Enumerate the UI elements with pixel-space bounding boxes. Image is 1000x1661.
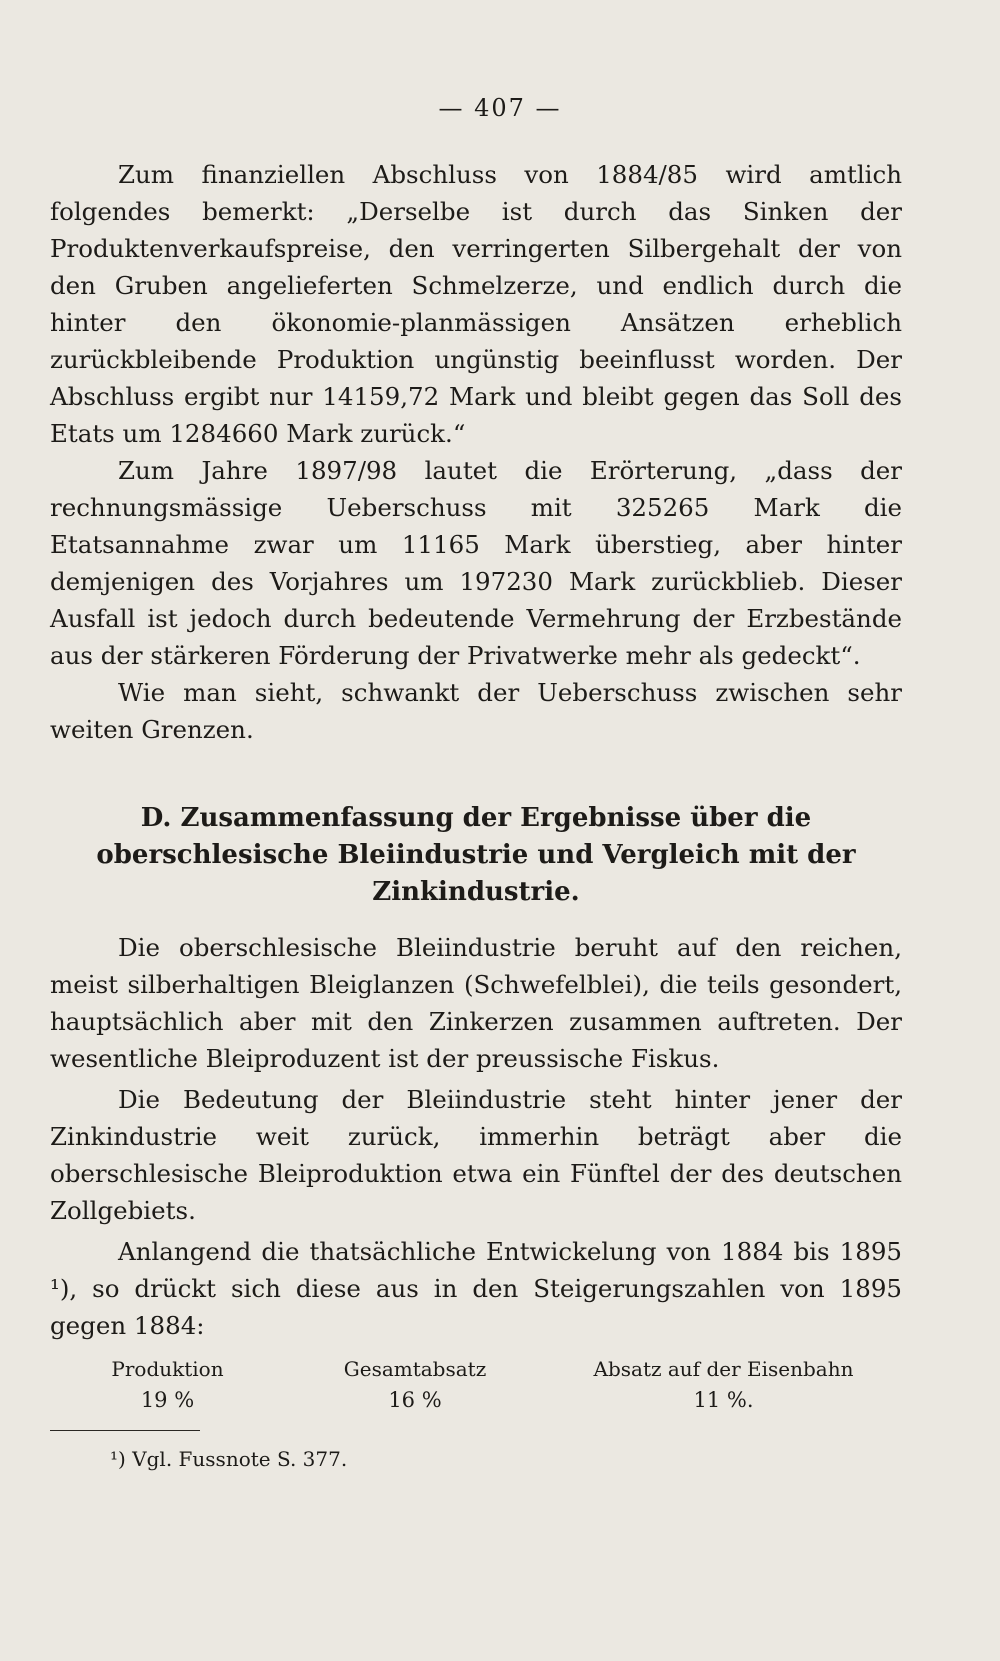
footnote: ¹) Vgl. Fussnote S. 377. <box>110 1447 348 1471</box>
paragraph-surplus-fluctuation: Wie man sieht, schwankt der Ueberschuss zwischen sehr weiten Grenzen. <box>50 678 902 744</box>
section-heading <box>50 800 902 911</box>
stat-total-sales <box>285 1354 545 1416</box>
heading-line-3: Zinkindustrie. <box>372 877 580 907</box>
growth-figures <box>50 1354 902 1416</box>
paragraph-financial-result: Zum finanziellen Abschluss von 1884/85 wird amtlich folgendes bemerkt: „Derselbe ist durch das Sinken der Produktenverkaufspreise, den verringerten Silbergehalt der von den Gruben angelieferten Schmelzerze, und endlich durch die hinter den ökonomie-planmässigen Ansätzen erheblich zurückbleibende Produktion ungünstig beeinflusst worden. Der Abschluss ergibt nur 14159,72 Mark und bleibt gegen das Soll des Etats um 1284660 Mark zurück.“ <box>50 160 902 448</box>
stat-label: Produktion <box>111 1357 224 1381</box>
stat-label: Gesamtabsatz <box>343 1357 487 1381</box>
stat-production <box>50 1354 285 1416</box>
heading-line-2: oberschlesische Bleiindustrie und Vergleich mit der <box>96 840 856 870</box>
footnote-divider <box>50 1430 200 1431</box>
paragraph-lead-industry-importance: Die Bedeutung der Bleiindustrie steht hinter jener der Zinkindustrie weit zurück, immerhin beträgt aber die oberschlesische Bleiproduktion etwa ein Fünftel der des deutschen Zollgebiets. <box>50 1085 902 1225</box>
stat-value: 16 % <box>388 1388 442 1412</box>
heading-line-1: D. Zusammenfassung der Ergebnisse über die <box>140 803 812 833</box>
stat-value: 11 %. <box>693 1388 754 1412</box>
stat-railway-sales <box>545 1354 902 1416</box>
paragraph-lead-industry-basis: Die oberschlesische Bleiindustrie beruht auf den reichen, meist silberhaltigen Bleiglanzen (Schwefelblei), die teils gesondert, hauptsächlich aber mit den Zinkerzen zusammen auftreten. Der wesentliche Bleiproduzent ist der preussische Fiskus. <box>50 933 902 1073</box>
page-body <box>50 156 902 1473</box>
paragraph-1897-discussion: Zum Jahre 1897/98 lautet die Erörterung, „dass der rechnungsmässige Ueberschuss mit 325265 Mark die Etatsannahme zwar um 11165 Mark überstieg, aber hinter demjenigen des Vorjahres um 197230 Mark zurückblieb. Dieser Ausfall ist jedoch durch bedeutende Vermehrung der Erzbestände aus der stärkeren Förderung der Privatwerke mehr als gedeckt“. <box>50 456 902 670</box>
stat-value: 19 % <box>140 1388 195 1412</box>
stat-label: Absatz auf der Eisenbahn <box>593 1357 854 1381</box>
paragraph-development: Anlangend die thatsächliche Entwickelung von 1884 bis 1895 ¹), so drückt sich diese aus in den Steigerungszahlen von 1895 gegen 1884: <box>50 1237 902 1340</box>
page-number: — 407 — <box>438 94 562 122</box>
